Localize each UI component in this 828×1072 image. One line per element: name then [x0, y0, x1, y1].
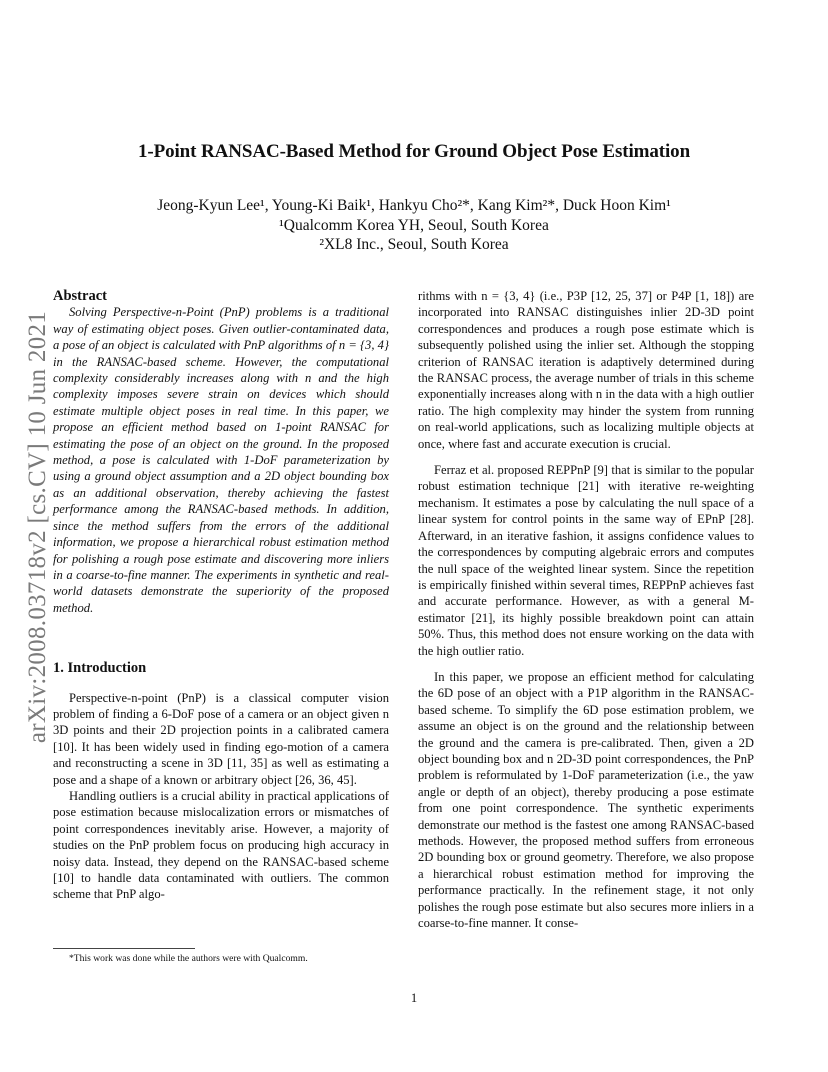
paper-title: 1-Point RANSAC-Based Method for Ground Object Pose Estimation — [137, 141, 691, 162]
arxiv-identifier: arXiv:2008.03718v2 [cs.CV] 10 Jun 2021 — [24, 310, 51, 744]
page-number: 1 — [410, 991, 418, 1005]
affiliation-1: ¹Qualcomm Korea YH, Seoul, South Korea — [279, 216, 549, 234]
introduction-heading: 1. Introduction — [53, 660, 147, 677]
author-block — [0, 196, 828, 255]
footnote: *This work was done while the authors were with Qualcomm. — [69, 953, 308, 964]
left-column — [53, 288, 389, 903]
author-list: Jeong-Kyun Lee¹, Young-Ki Baik¹, Hankyu Cho²*, Kang Kim²*, Duck Hoon Kim¹ — [157, 197, 671, 214]
footnote-divider — [53, 948, 195, 949]
right-paragraph-3: In this paper, we propose an efficient method for calculating the 6D pose of an object with a P1P algorithm in the RANSAC-based scheme. To simplify the 6D pose estimation problem, we assume an object is on the ground and the relationship between the ground and the camera is pre-calibrated. Then, given a 2D object bounding box and n 2D-3D point correspondences, the PnP problem is reformulated by 1-DoF parameterization (i.e., the yaw angle or depth of an object), thereby producing a pose estimate from one point correspondence. The synthetic experiments demonstrate our method is the fastest one among RANSAC-based methods. However, the proposed method suffers from erroneous 2D bounding box or ground geometry. Therefore, we also propose a hierarchical robust estimation method for improving the performance practically. In the refinement stage, it not only polishes the rough pose estimate but also secures more inliers in a coarse-to-fine manner. It conse- — [418, 669, 754, 931]
right-column — [418, 288, 754, 931]
abstract-text: Solving Perspective-n-Point (PnP) problems is a traditional way of estimating object poses. Given outlier-contaminated data, a pose of an object is calculated with PnP algorithms of n = {3, 4} in the RANSAC-based scheme. However, the computational complexity considerably increases along with n and the high complexity imposes severe strain on devices which should estimate multiple object poses in real time. In this paper, we propose an efficient method based on 1-point RANSAC for estimating the pose of an object on the ground. In the proposed method, a pose is calculated with 1-DoF parameterization by using a ground object assumption and a 2D object bounding box as an additional observation, thereby achieving the fastest performance among the RANSAC-based methods. In addition, since the method suffers from the errors of the additional information, we propose a hierarchical robust estimation method for polishing a rough pose estimate and discovering more inliers in a coarse-to-fine manner. The experiments in synthetic and real-world datasets demonstrate the superiority of the proposed method. — [53, 305, 389, 615]
affiliation-2: ²XL8 Inc., Seoul, South Korea — [319, 236, 509, 253]
intro-paragraph-1: Perspective-n-point (PnP) is a classical computer vision problem of finding a 6-DoF pose of a camera or an object given n 3D points and their 2D projection points in a calibrated camera [10]. It has been widely used in finding ego-motion of a camera and reconstructing a scene in 3D [11, 35] as well as estimating a pose and a shape of a known or arbitrary object [26, 36, 45]. — [53, 690, 389, 787]
abstract-section — [53, 288, 389, 616]
right-paragraph-2: Ferraz et al. proposed REPPnP [9] that is similar to the popular robust estimation technique [21] with iterative re-weighting mechanism. It estimates a pose by calculating the null space of a linear system for control points in the same way of EPnP [28]. Afterward, in an iterative fashion, it assigns confidence values to the correspondences by computing algebraic errors and computes the null space of the weighted linear system. Since the repetition is empirically finished within several times, REPPnP achieves fast and accurate performance. However, as with a general M-estimator [21], its highly possible breakdown point can attain 50%. Thus, this method does not ensure working on the data with the high outlier ratio. — [418, 463, 754, 658]
intro-paragraph-2: Handling outliers is a crucial ability in practical applications of pose estimation because mislocalization errors or mismatches of point correspondences inevitably arise. However, a majority of studies on the PnP problem focus on producing high accuracy in noisy data. Instead, they depend on the RANSAC-based scheme [10] to handle data contaminated with outliers. The common scheme that PnP algo- — [53, 788, 389, 902]
right-paragraph-1: rithms with n = {3, 4} (i.e., P3P [12, 25, 37] or P4P [1, 18]) are incorporated into RANSAC distinguishes inlier 2D-3D point correspondences and produces a rough pose estimate which is subsequently polished using the inlier set. Although the stopping criterion of RANSAC iteration is adaptively determined during the RANSAC process, the average number of trials in this scheme exponentially increases along with n in the data with a high outlier ratio. The high complexity may hinder the system from running on real-world applications, such as localizing multiple objects at once, where fast and accurate execution is crucial. — [418, 289, 754, 451]
arxiv-sidebar — [18, 292, 58, 762]
abstract-heading: Abstract — [53, 288, 107, 304]
